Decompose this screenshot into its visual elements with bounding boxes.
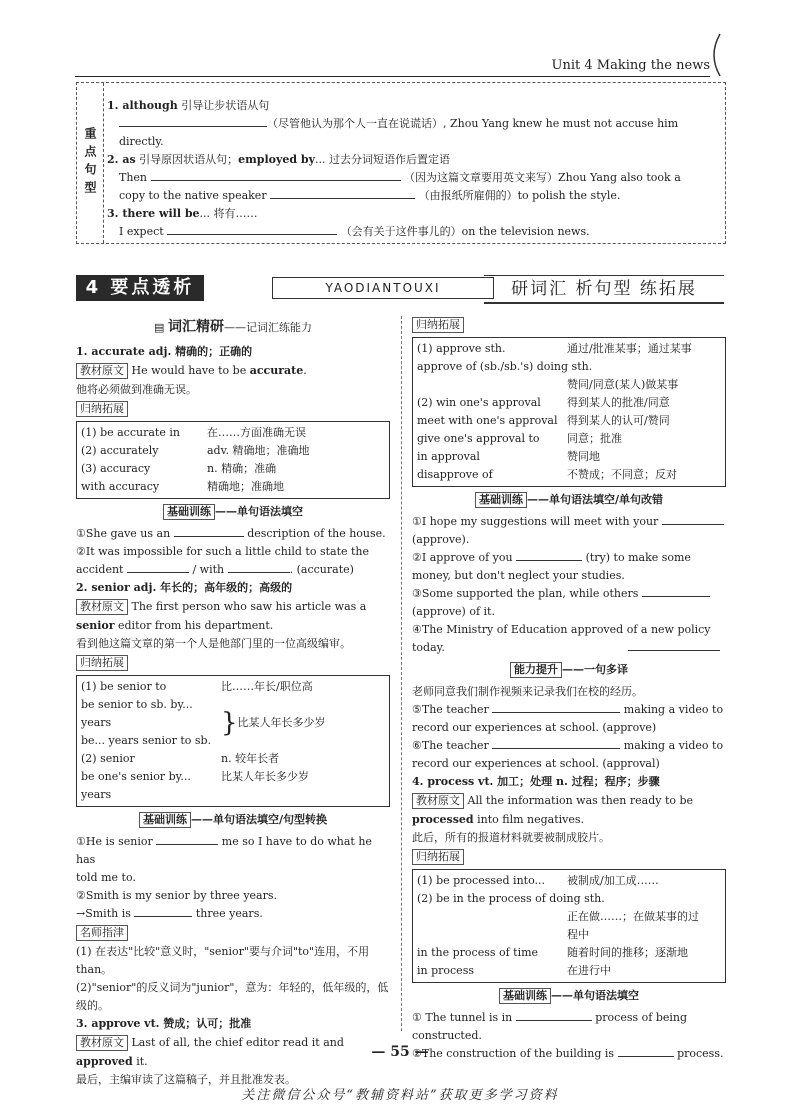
key-sentences-box	[76, 82, 726, 244]
word-3-q6-cont: record our experiences at school. (approval)	[412, 757, 660, 770]
word-3-source-cn: 最后，主编审读了这篇稿子，并且批准发表。	[76, 1073, 296, 1086]
table-row: with accuracy 精确地；准确地	[81, 480, 284, 493]
word-3-source: 教材原文 Last of all, the chief editor read it and approved it.	[76, 1036, 344, 1068]
word-1-q2: ②It was impossible for such a little child to state the	[76, 545, 370, 558]
unit-title: Unit 4 Making the news	[551, 58, 710, 73]
word-1-table	[76, 421, 390, 499]
sentence-1: （尽管他认为那个人一直在说谎话）, Zhou Yang knew he must not accuse him directly.	[119, 117, 679, 148]
sentence-1-title: 1. although 引导让步状语从句	[107, 99, 270, 112]
table-row: 赞同/同意(某人)做某事	[567, 378, 679, 391]
word-2-source: 教材原文 The first person who saw his article was a senior editor from his department.	[76, 600, 367, 632]
word-1-source-cn: 他将必须做到准确无误。	[76, 383, 197, 396]
table-row: in approval 赞同地	[417, 450, 600, 463]
word-4-q2: ②The construction of the building is process.	[412, 1047, 724, 1060]
word-2-source-cn: 看到他这篇文章的第一个人是他部门里的一位高级编审。	[76, 637, 351, 650]
word-3-q6: ⑥The teacher making a video to	[412, 739, 724, 752]
table-row: (1) be senior to 比……年长/职位高	[81, 680, 313, 693]
blank[interactable]	[119, 126, 267, 127]
word-2-q2: ②Smith is my senior by three years.	[76, 889, 277, 902]
word-3-table	[412, 337, 726, 487]
blank[interactable]	[228, 572, 290, 573]
blank[interactable]	[492, 712, 620, 713]
word-2-heading: 2. senior adj. 年长的；高年级的；高级的	[76, 581, 293, 594]
word-4-source: 教材原文 All the information was then ready to be processed into film negatives.	[412, 794, 694, 826]
banner-title: 4 要点透析	[76, 275, 204, 301]
word-3-q5-cont: record our experiences at school. (approve)	[412, 721, 657, 734]
table-row: be one's senior by... years 比某人年长多少岁	[81, 770, 309, 801]
word-1-q1: ①She gave us an description of the house.	[76, 527, 386, 540]
table-row: give one's approval to 同意；批准	[417, 432, 622, 445]
key-sentences-label-cell	[77, 83, 104, 243]
table-row: be senior to sb. by... years be... years senior to sb. } 比某人年长多少岁	[81, 698, 326, 747]
word-3-q3-cont: (approve) of it.	[412, 605, 495, 618]
vocab-heading: ▤ 词汇精研——记词汇练能力	[154, 319, 312, 335]
word-3-training-head: 基础训练 ——单句语法填空/单句改错	[412, 490, 726, 510]
blank[interactable]	[628, 650, 720, 651]
word-4-q1-cont: constructed.	[412, 1029, 482, 1042]
blank[interactable]	[662, 524, 724, 525]
word-3-q4-cont: today.	[412, 639, 726, 657]
blank[interactable]	[134, 916, 192, 917]
ability-head: 能力提升 ——一句多译	[412, 660, 726, 680]
word-4-expand-tag: 归纳拓展	[412, 847, 726, 867]
word-1-source: 教材原文 He would have to be accurate.	[76, 361, 390, 381]
ability-cn: 老师同意我们制作视频来记录我们在校的经历。	[412, 685, 643, 698]
sentence-2-title: 2. as 引导原因状语从句；employed by... 过去分词短语作后置定语	[107, 153, 450, 166]
table-row: 正在做……；在做某事的过程中	[567, 910, 699, 941]
header-curve-ornament	[706, 34, 728, 76]
word-3-q2-cont: money, but don't neglect your studies.	[412, 569, 625, 582]
word-1-heading: 1. accurate adj. 精确的；正确的	[76, 345, 253, 358]
table-row: (2) win one's approval 得到某人的批准/同意	[417, 396, 670, 409]
vocab-icon: ▤	[154, 321, 165, 334]
table-row: in process 在进行中	[417, 964, 611, 977]
word-2-q1: ①He is senior me so I have to do what he has	[76, 835, 372, 866]
tip-1: (1) 在表达"比较"意义时，"senior"要与介词"to"连用，不用 than。	[76, 945, 370, 976]
word-1-expand-tag: 归纳拓展	[76, 399, 390, 419]
table-row: approve of (sb./sb.'s) doing sth.	[417, 360, 593, 373]
word-3-q5: ⑤The teacher making a video to	[412, 703, 724, 716]
word-3-q3: ③Some supported the plan, while others	[412, 585, 726, 603]
banner-subtitle: 研词汇 析句型 练拓展	[484, 275, 724, 304]
word-4-table	[412, 869, 726, 983]
word-2-training-head: 基础训练 ——单句语法填空/句型转换	[76, 810, 390, 830]
right-column	[412, 315, 726, 1063]
word-2-q1-cont: told me to.	[76, 871, 136, 884]
word-3-heading: 3. approve vt. 赞成；认可；批准	[76, 1017, 252, 1030]
table-row: (1) be accurate in 在……方面准确无误	[81, 426, 306, 439]
word-2-expand-tag: 归纳拓展	[76, 653, 390, 673]
table-row: (3) accuracy n. 精确；准确	[81, 462, 277, 475]
word-2-table	[76, 675, 390, 807]
table-row: (2) senior n. 较年长者	[81, 752, 280, 765]
sentence-2-line1: Then （因为这篇文章要用英文来写）Zhou Yang also took a	[119, 171, 681, 184]
blank[interactable]	[270, 198, 415, 199]
blank[interactable]	[167, 234, 337, 235]
word-4-training-head: 基础训练 ——单句语法填空	[412, 986, 726, 1006]
table-row: (1) be processed into... 被制成/加工成……	[417, 874, 659, 887]
sentence-2-line2: copy to the native speaker （由报纸所雇佣的）to polish the style.	[119, 189, 621, 202]
word-1-training-head: 基础训练 ——单句语法填空	[76, 502, 390, 522]
blank[interactable]	[492, 748, 620, 749]
sentence-3: I expect （会有关于这件事儿的）on the television news.	[119, 225, 590, 238]
key-sentences-label: 重点句型	[83, 127, 97, 199]
table-row: in the process of time 随着时间的推移；逐渐地	[417, 946, 688, 959]
sentence-3-title: 3. there will be... 将有……	[107, 207, 258, 220]
tip-tag: 名师指津	[76, 923, 390, 943]
word-3-expand-tag: 归纳拓展	[412, 315, 726, 335]
tip-2: (2)"senior"的反义词为"junior"，意为：年轻的，低年级的，低级的。	[76, 981, 389, 1012]
blank[interactable]	[516, 1020, 592, 1021]
word-4-source-cn: 此后，所有的报道材料就要被制成胶片。	[412, 831, 610, 844]
blank[interactable]	[642, 596, 710, 597]
word-3-q2: ②I approve of you (try) to make some	[412, 551, 691, 564]
word-4-q1: ① The tunnel is in process of being	[412, 1011, 688, 1024]
left-column	[76, 315, 390, 1089]
word-3-q4: ④The Ministry of Education approved of a new policy	[412, 623, 711, 636]
blank[interactable]	[127, 572, 189, 573]
column-divider	[401, 316, 402, 1031]
blank[interactable]	[156, 844, 218, 845]
word-2-q2-cont: →Smith is three years.	[76, 907, 263, 920]
page-number: — 55 —	[371, 1044, 429, 1060]
word-3-q1: ①I hope my suggestions will meet with your	[412, 513, 726, 531]
word-3-q1-cont: (approve).	[412, 533, 470, 546]
header-rule	[75, 76, 710, 77]
table-row: disapprove of 不赞成；不同意；反对	[417, 468, 677, 481]
banner-pinyin: YAODIANTOUXI	[272, 277, 494, 299]
word-4-heading: 4. process vt. 加工；处理 n. 过程；程序；步骤	[412, 775, 660, 788]
table-row: meet with one's approval 得到某人的认可/赞同	[417, 414, 670, 427]
key-sentences-content	[107, 97, 717, 241]
section-banner	[76, 275, 724, 301]
blank[interactable]	[151, 180, 401, 181]
footer-note: 关注微信公众号“教辅资料站”获取更多学习资料	[241, 1088, 559, 1103]
table-row: (2) be in the process of doing sth.	[417, 892, 605, 905]
blank[interactable]	[516, 560, 582, 561]
word-1-q2-cont: accident / with . (accurate)	[76, 563, 354, 576]
table-row: (2) accurately adv. 精确地；准确地	[81, 444, 310, 457]
table-row: (1) approve sth. 通过/批准某事；通过某事	[417, 342, 692, 355]
blank[interactable]	[174, 536, 244, 537]
